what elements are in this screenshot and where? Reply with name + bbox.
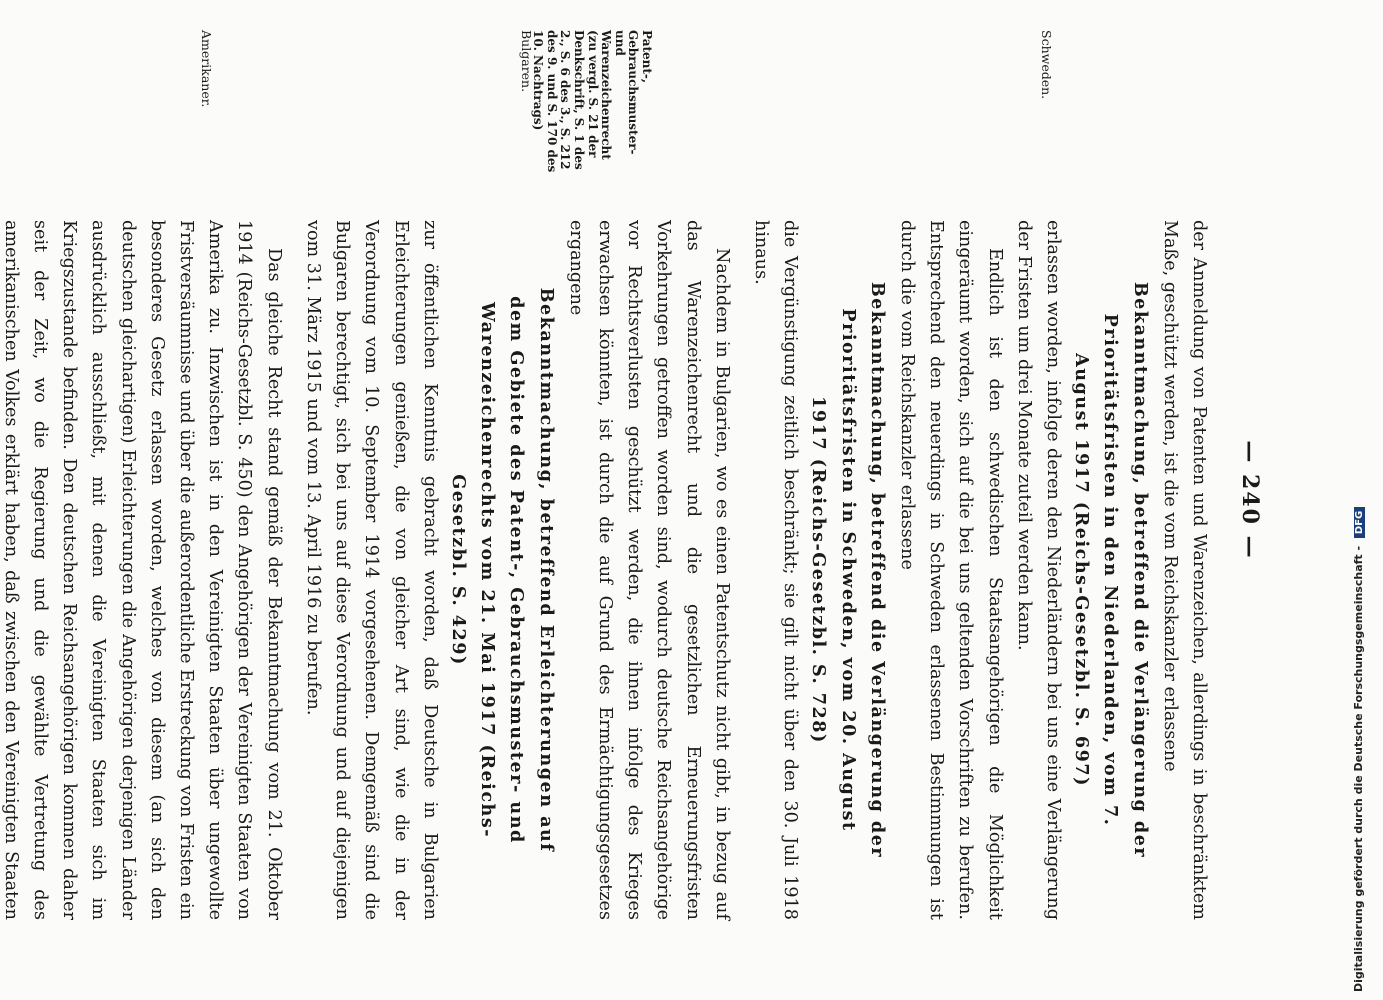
page-number: — 240 — [1237,440,1263,560]
paragraph: die Vergünstigung zeitlich beschränkt; sie gilt nicht über den 30. Juli 1918 hinaus. [750,220,801,920]
margin-note-schweden: Schweden. [1039,30,1054,100]
paragraph: Das gleiche Recht stand gemäß der Bekanntmachung vom 21. Oktober 1914 (Reichs-Gesetzbl. S. 450) den Angehörigen der Vereinigten Staaten von Amerika zu. Inzwischen ist in den Vereinigten Staaten über ungewollte Fristversäumnisse und über die außerordentliche Erstreckung von Fristen ein besonderes Gesetz erlassen worden, welches von diesem (an sich den deutschen gleichartigen) Erleichterungen die Angehörigen derjenigen Länder ausdrücklich ausschließt, mit denen die Vereinigten Staaten sich im Kriegszustande befinden. Den deutschen Reichsangehörigen kommen daher seit der Zeit, wo die Regierung und die gewählte Vertretung des amerikanischen Volkes erklärt haben, daß zwischen den Vereinigten Staaten [0,220,284,920]
body-text [0,220,1213,920]
paragraph: zur öffentlichen Kenntnis gebracht worden, daß Deutsche in Bulgarien Erleichterungen genießen, die von gleicher Art sind, wie die in der Verordnung vom 10. September 1914 vorgesehenen. Demgemäß sind die Bulgaren berechtigt, sich bei uns auf diese Verordnung und auf diejenigen vom 31. März 1915 und vom 13. April 1916 zu berufen. [302,220,440,920]
paragraph: Nachdem in Bulgarien, wo es einen Patentschutz nicht gibt, in bezug auf das Warenzeichenrecht und die gesetzlichen Erneuerungsfristen Vorkehrungen getroffen worden sind, wodurch deutsche Reichsangehörige vor Rechtsverlusten geschützt werden, die ihnen infolge des Krieges erwachsen könnten, ist durch die auf Grund des Ermächtigungsgesetzes ergangene [565,220,732,920]
decree-title: Bekanntmachung, betreffend die Verlängerung der Prioritätsfristen in Schweden, vom 20. August 1917 (Reichs-Gesetzbl. S. 728) [808,281,888,859]
decree-title: Bekanntmachung, betreffend die Verlängerung der Prioritätsfristen in den Niederlanden, vom 7. August 1917 (Reichs-Gesetzbl. S. 697) [1071,281,1151,859]
decree-title: Bekanntmachung, betreffend Erleichterungen auf dem Gebiete des Patent-, Gebrauchsmuster- und Warenzeichenrechts vom 21. Mai 1917 (Reichs-Gesetzbl. S. 429) [447,287,557,853]
paragraph: erlassen worden, infolge deren den Niederländern bei uns eine Verlängerung der Fristen um drei Monate zuteil werden kann. [1013,220,1063,920]
margin-note-bulgarien: Bulgaren. [519,30,534,93]
digitization-credit [1292,8,1382,992]
dfg-logo-icon: DFG [1354,507,1365,538]
credit-text: Digitalisierung gefördert durch die Deutsche Forschungsgemeinschaft - [1352,545,1365,992]
margin-note-amerikaner: Amerikaner. [199,30,214,108]
margin-note-patent: Patent-, Gebrauchsmuster- und Warenzeichenrecht (zu vergl. S. 21 der Denkschrift, S. 1 des 2., S. 6 des 3., S. 212 des 9. und S. 170 des 10. Nachtrags) [531,30,654,173]
paragraph: Endlich ist den schwedischen Staatsangehörigen die Möglichkeit eingeräumt worden, sich auf die bei uns geltenden Vorschriften zu berufen. Entsprechend den neuerdings in Schweden erlassenen Bestimmungen ist durch die vom Reichskanzler erlassene [896,220,1005,920]
paragraph: der Anmeldung von Patenten und Warenzeichen, allerdings in beschränktem Maße, geschützt werden, ist die vom Reichskanzler erlassene [1159,220,1209,920]
